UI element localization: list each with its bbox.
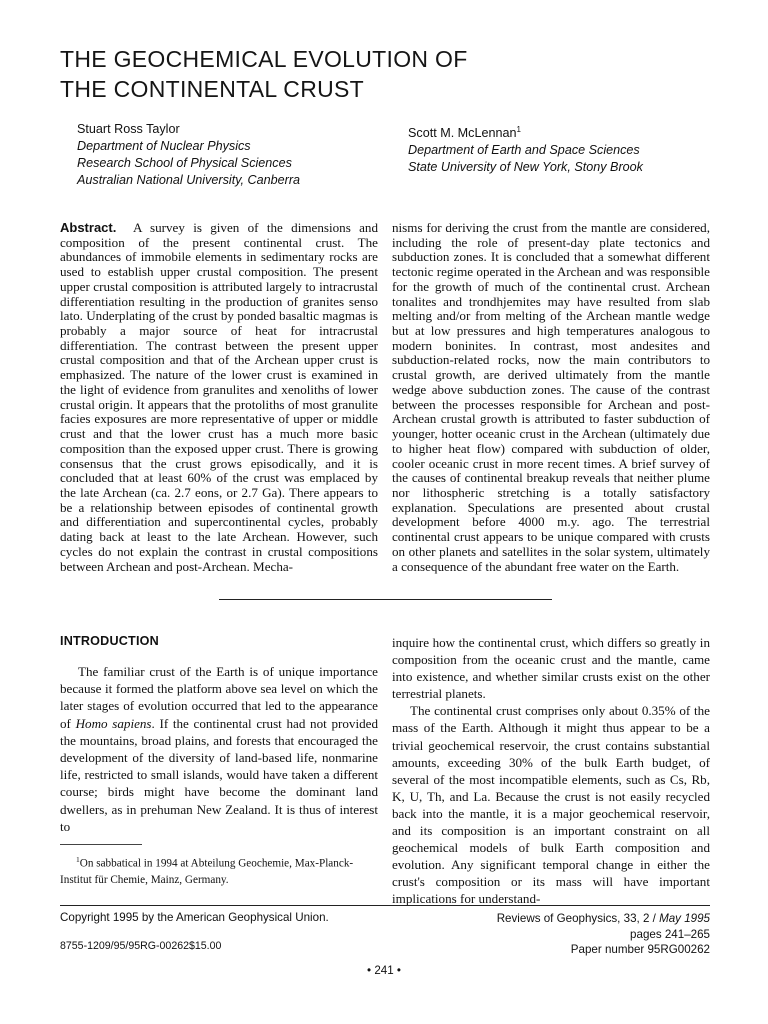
author-affiliation: State University of New York, Stony Brook (408, 160, 643, 175)
footnote-divider (60, 844, 142, 845)
abstract-heading: Abstract. (60, 220, 117, 235)
footnote-marker: 1 (516, 125, 521, 134)
article-title (60, 44, 700, 104)
author-block-taylor (77, 121, 377, 189)
footer-divider (60, 905, 710, 906)
abstract-column-right (392, 221, 710, 574)
page-range: pages 241–265 (630, 927, 710, 941)
intro-paragraph: The familiar crust of the Earth is of unique importance because it formed the platform above sea level on which the later stages of evolution occurred that led to the appearance of Homo sapiens. If the continental crust had not provided the mountains, broad plains, and forests that encouraged the development of the diversity of land-based life, nonmarine life, restricted to small islands, would have taken a different course; birds might have become the dominant land dwellers, as in prehuman New Zealand. It is thus of interest to (60, 664, 378, 834)
author-block-mclennan (408, 121, 718, 176)
footnote-text: On sabbatical in 1994 at Abteilung Geochemie, Max-Planck-Institut für Chemie, Mainz, Germany. (60, 857, 354, 886)
introduction-column-left (60, 663, 378, 835)
intro-paragraph: The continental crust comprises only about 0.35% of the mass of the Earth. Although it might thus appear to be a trivial geochemical reservoir, the crust contains substantial amounts, exceeding 30% of the bulk Earth budget, of several of the most incompatible elements, such as Cs, Rb, K, U, Th, and La. Because the crust is not easily recycled back into the mantle, it is a major geochemical reservoir, and its composition is an important constraint on all geochemical models of bulk Earth composition and evolution. Any significant temporal change in either the crust's composition or its mass will have important implications for understand- (392, 703, 710, 907)
author-name: Stuart Ross Taylor (77, 122, 180, 136)
abstract-text-right: nisms for deriving the crust from the mantle are considered, including the role of present-day plate tectonics and subduction zones. It is concluded that a somewhat different tectonic regime operated in the Archean and was responsible for the growth of much of the continental crust. Archean tonalites and trondhjemites may have resulted from slab melting and/or from melting of the Archean mantle wedge but at low pressures and high temperatures analogous to modern boninites. In contrast, most andesites and subduction-related rocks, now the main contributors to crustal growth, are derived ultimately from the mantle wedge above subduction zones. The cause of the contrast between the processes responsible for Archean and post-Archean crustal growth is attributed to faster subduction of younger, hotter oceanic crust in the Archean (ultimately due to higher heat flow) compared with subduction of older, cooler oceanic crust in more recent times. A brief survey of the causes of continental breakup reveals that neither plume nor lithospheric stretching is a totally satisfactory explanation. Speculations are presented about crustal development before 4000 m.y. ago. The terrestrial continental crust appears to be unique compared with crusts on other planets and satellites in the solar system, ultimately a consequence of the abundant free water on the Earth. (392, 220, 710, 574)
paper-number: Paper number 95RG00262 (570, 943, 710, 957)
issn-code: 8755-1209/95/95RG-00262$15.00 (60, 940, 222, 952)
footnote-marker: 1 (76, 855, 80, 864)
abstract-column-left (60, 221, 378, 574)
footnote (60, 852, 378, 888)
title-line-2: THE CONTINENTAL CRUST (60, 76, 365, 102)
author-affiliation: Research School of Physical Sciences (77, 156, 292, 170)
section-divider (219, 599, 552, 600)
introduction-column-right (392, 634, 710, 908)
copyright-notice: Copyright 1995 by the American Geophysical Union. (60, 911, 329, 924)
author-affiliation: Australian National University, Canberra (77, 173, 301, 187)
section-heading-introduction: INTRODUCTION (60, 634, 159, 648)
page-number: • 241 • (367, 964, 401, 977)
abstract-text-left: A survey is given of the dimensions and composition of the present continental crust. The abundances of immobile elements in sedimentary rocks are used to establish upper crustal composition. The present upper crustal composition is attributed largely to intracrustal differentiation resulting in the production of granites senso lato. Underplating of the crust by ponded basaltic magmas is probably a major source of heat for intracrustal differentiation. The contrast between the present upper crustal composition and that of the Archean upper crust is emphasized. The nature of the lower crust is examined in the light of evidence from granulites and xenoliths of lower crustal origin. It appears that the protoliths of most granulite facies exposures are more representative of upper or middle crust and that the lower crust has a much more basic composition than the exposed upper crust. There is growing consensus that the crust grows episodically, and it is concluded that at least 60% of the crust was emplaced by the late Archean (ca. 2.7 eons, or 2.7 Ga). There appears to be a relationship between episodes of continental growth and differentiation and supercontinental cycles, probably dating back at least to the late Archean. However, such cycles do not explain the contrast in crustal compositions between Archean and post-Archean. Mecha- (60, 220, 379, 574)
species-name: Homo sapiens (75, 715, 152, 731)
title-line-1: THE GEOCHEMICAL EVOLUTION OF (60, 46, 468, 72)
author-affiliation: Department of Earth and Space Sciences (408, 143, 640, 158)
author-name: Scott M. McLennan$^1$ (408, 125, 521, 141)
author-affiliation: Department of Nuclear Physics (77, 139, 251, 153)
journal-citation: Reviews of Geophysics, 33, 2 / May 1995 pages 241–265 Paper number 95RG00262 (390, 911, 710, 958)
intro-paragraph-continued: inquire how the continental crust, which differs so greatly in composition from the oceanic crust and the mantle, came into existence, and whether similar crusts exist on the other terrestrial planets. (392, 635, 710, 702)
